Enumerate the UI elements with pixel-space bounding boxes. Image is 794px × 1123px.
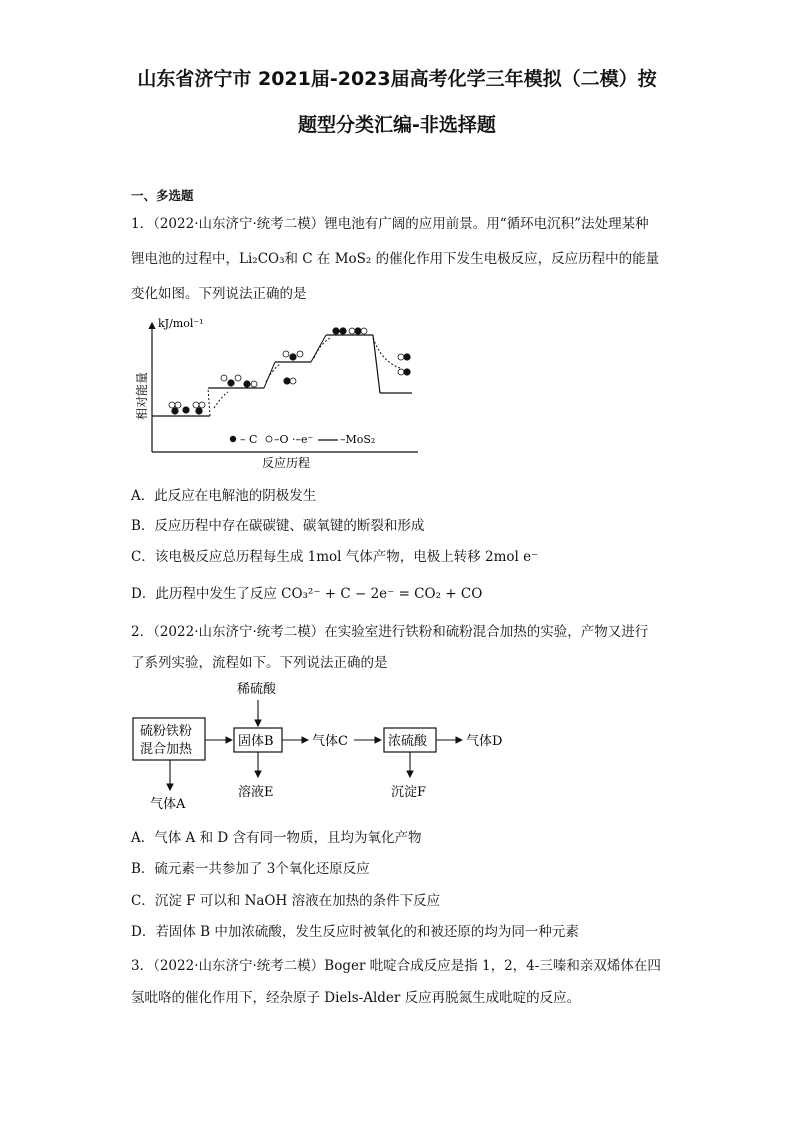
legend-o-label: –O <box>274 433 289 446</box>
q1-option-c: C．该电极反应总历程每生成 1mol 气体产物，电极上转移 2mol e⁻ <box>131 549 539 565</box>
flow-box-mix-heat-line2: 混合加热 <box>140 742 193 757</box>
q2-option-a: A．气体 A 和 D 含有同一物质，且均为氧化产物 <box>131 830 422 846</box>
flow-precipitate-f: 沉淀F <box>391 785 427 800</box>
flow-box-solid-b-label: 固体B <box>238 734 274 749</box>
q2-option-c: C．沉淀 F 可以和 NaOH 溶液在加热的条件下反应 <box>131 893 441 909</box>
q2-stem-line2: 了系列实验，流程如下。下列说法正确的是 <box>131 655 388 671</box>
flow-box-conc-acid-label: 浓硫酸 <box>388 734 428 749</box>
flow-gas-a: 气体A <box>150 797 186 812</box>
flow-gas-d: 气体D <box>466 734 503 749</box>
x-axis-label: 反应历程 <box>262 456 311 470</box>
flow-dilute-acid: 稀硫酸 <box>237 682 277 697</box>
y-axis-label: 相对能量 <box>135 371 149 420</box>
q1-stem-line3: 变化如图。下列说法正确的是 <box>131 286 307 302</box>
q1-stem-line1: 1．（2022·山东济宁·统考二模）锂电池有广阔的应用前景。用“循环电沉积”法处理某种 <box>131 216 649 232</box>
q1-option-b: B．反应历程中存在碳碳键、碳氧键的断裂和形成 <box>131 518 425 534</box>
flow-box-mix-heat-line1: 硫粉铁粉 <box>140 724 193 739</box>
legend-mos2-label: –MoS₂ <box>340 433 376 446</box>
q1-option-a: A．此反应在电解池的阴极发生 <box>131 488 317 504</box>
q1-option-d: D．此历程中发生了反应 CO₃²⁻ + C − 2e⁻ = CO₂ + CO <box>131 586 483 602</box>
y-unit-label: kJ/mol⁻¹ <box>158 317 204 330</box>
document-title-line2: 题型分类汇编-非选择题 <box>298 114 496 136</box>
document-title-line1: 山东省济宁市 2021届-2023届高考化学三年模拟（二模）按 <box>137 68 657 90</box>
q2-stem-line1: 2．（2022·山东济宁·统考二模）在实验室进行铁粉和硫粉混合加热的实验，产物又进行 <box>131 624 649 640</box>
q2-option-b: B．硫元素一共参加了 3个氧化还原反应 <box>131 861 370 877</box>
q3-stem-line2: 氢吡咯的催化作用下，经杂原子 Diels-Alder 反应再脱氮生成吡啶的反应。 <box>131 990 581 1006</box>
flow-solution-e: 溶液E <box>238 785 274 800</box>
q1-stem-line2: 锂电池的过程中，Li₂CO₃和 C 在 MoS₂ 的催化作用下发生电极反应，反应历程中的能量 <box>131 251 660 267</box>
q2-option-d: D．若固体 B 中加浓硫酸，发生反应时被氧化的和被还原的均为同一种元素 <box>131 924 579 940</box>
legend-e-label: ·–e⁻ <box>292 433 314 446</box>
q3-stem-line1: 3．（2022·山东济宁·统考二模）Boger 吡啶合成反应是指 1，2，4-三嗪和亲双烯体在四 <box>131 958 661 974</box>
legend-c-label: – C <box>240 433 258 446</box>
section-heading: 一、多选题 <box>131 188 194 203</box>
flow-gas-c: 气体C <box>312 734 348 749</box>
